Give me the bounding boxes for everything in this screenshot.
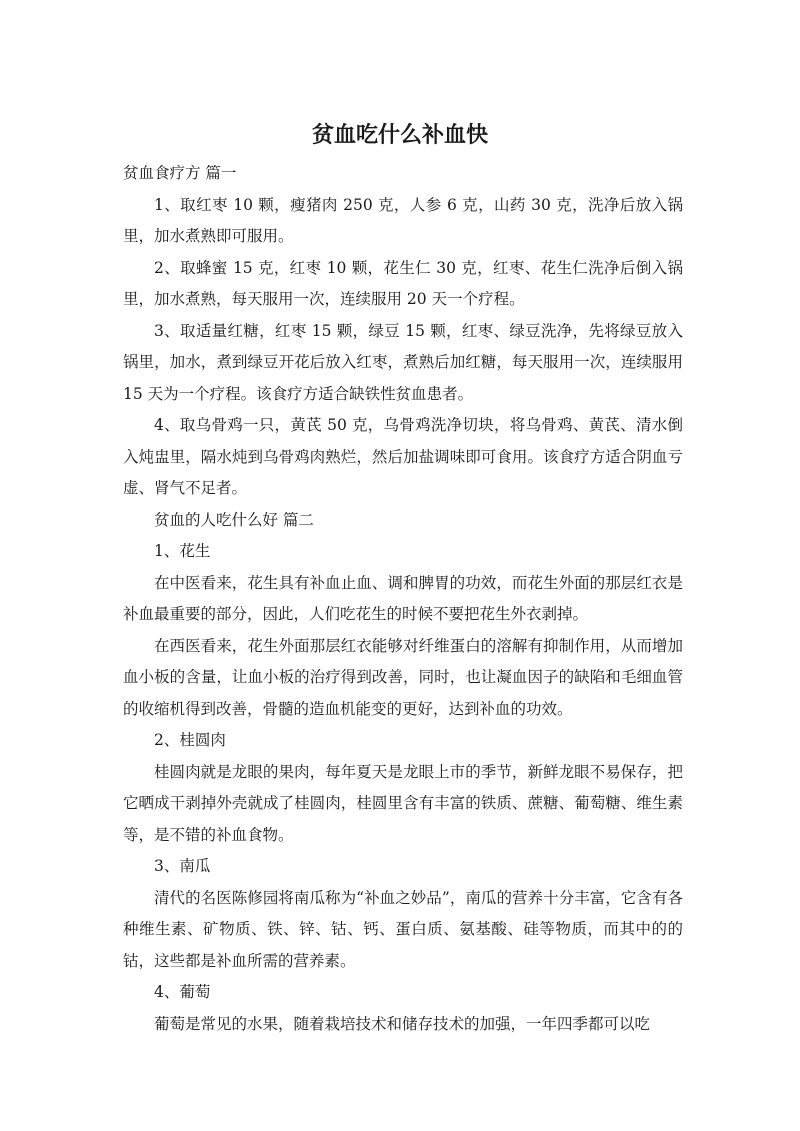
section-heading: 贫血的人吃什么好 篇二 bbox=[154, 510, 314, 529]
section-heading: 贫血食疗方 篇一 bbox=[123, 164, 237, 182]
document-body bbox=[123, 158, 683, 1040]
recipe-item: 3、取适量红糖，红枣 15 颗，绿豆 15 颗，红枣、绿豆洗净，先将绿豆放入锅里，加水，煮到绿豆开花后放入红枣，煮熟后加红糖，每天服用一次，连续服用 15 天为一个疗程。该食疗方适合缺铁性贫血患者。 bbox=[123, 321, 683, 403]
food-subheading: 1、花生 bbox=[154, 542, 211, 560]
food-subheading: 4、葡萄 bbox=[154, 983, 211, 1001]
recipe-item: 1、取红枣 10 颗，瘦猪肉 250 克，人参 6 克，山药 30 克，洗净后放入锅里，加水煮熟即可服用。 bbox=[123, 195, 683, 245]
paragraph: 桂圆肉就是龙眼的果肉，每年夏天是龙眼上市的季节，新鲜龙眼不易保存，把它晒成干剥掉外壳就成了桂圆肉，桂圆里含有丰富的铁质、蔗糖、葡萄糖、维生素等，是不错的补血食物。 bbox=[123, 762, 683, 844]
paragraph: 在西医看来，花生外面那层红衣能够对纤维蛋白的溶解有抑制作用，从而增加血小板的含量，让血小板的治疗得到改善，同时，也让凝血因子的缺陷和毛细血管的收缩机得到改善，骨髓的造血机能变的更好，达到补血的功效。 bbox=[123, 636, 683, 718]
paragraph: 在中医看来，花生具有补血止血、调和脾胃的功效，而花生外面的那层红衣是补血最重要的部分，因此，人们吃花生的时候不要把花生外衣剥掉。 bbox=[123, 573, 683, 623]
food-subheading: 3、南瓜 bbox=[154, 857, 211, 875]
document-title: 贫血吃什么补血快 bbox=[311, 123, 488, 148]
paragraph: 清代的名医陈修园将南瓜称为“补血之妙品”，南瓜的营养十分丰富，它含有各种维生素、矿物质、铁、锌、钴、钙、蛋白质、氨基酸、硅等物质，而其中的的钴，这些都是补血所需的营养素。 bbox=[123, 888, 683, 970]
recipe-item: 2、取蜂蜜 15 克，红枣 10 颗，花生仁 30 克，红枣、花生仁洗净后倒入锅里，加水煮熟，每天服用一次，连续服用 20 天一个疗程。 bbox=[123, 258, 683, 308]
paragraph: 葡萄是常见的水果，随着栽培技术和储存技术的加强，一年四季都可以吃 bbox=[154, 1014, 651, 1033]
food-subheading: 2、桂圆肉 bbox=[154, 731, 226, 749]
recipe-item: 4、取乌骨鸡一只，黄芪 50 克，乌骨鸡洗净切块，将乌骨鸡、黄芪、清水倒入炖盅里，隔水炖到乌骨鸡肉熟烂，然后加盐调味即可食用。该食疗方适合阴血亏虚、肾气不足者。 bbox=[123, 416, 683, 497]
